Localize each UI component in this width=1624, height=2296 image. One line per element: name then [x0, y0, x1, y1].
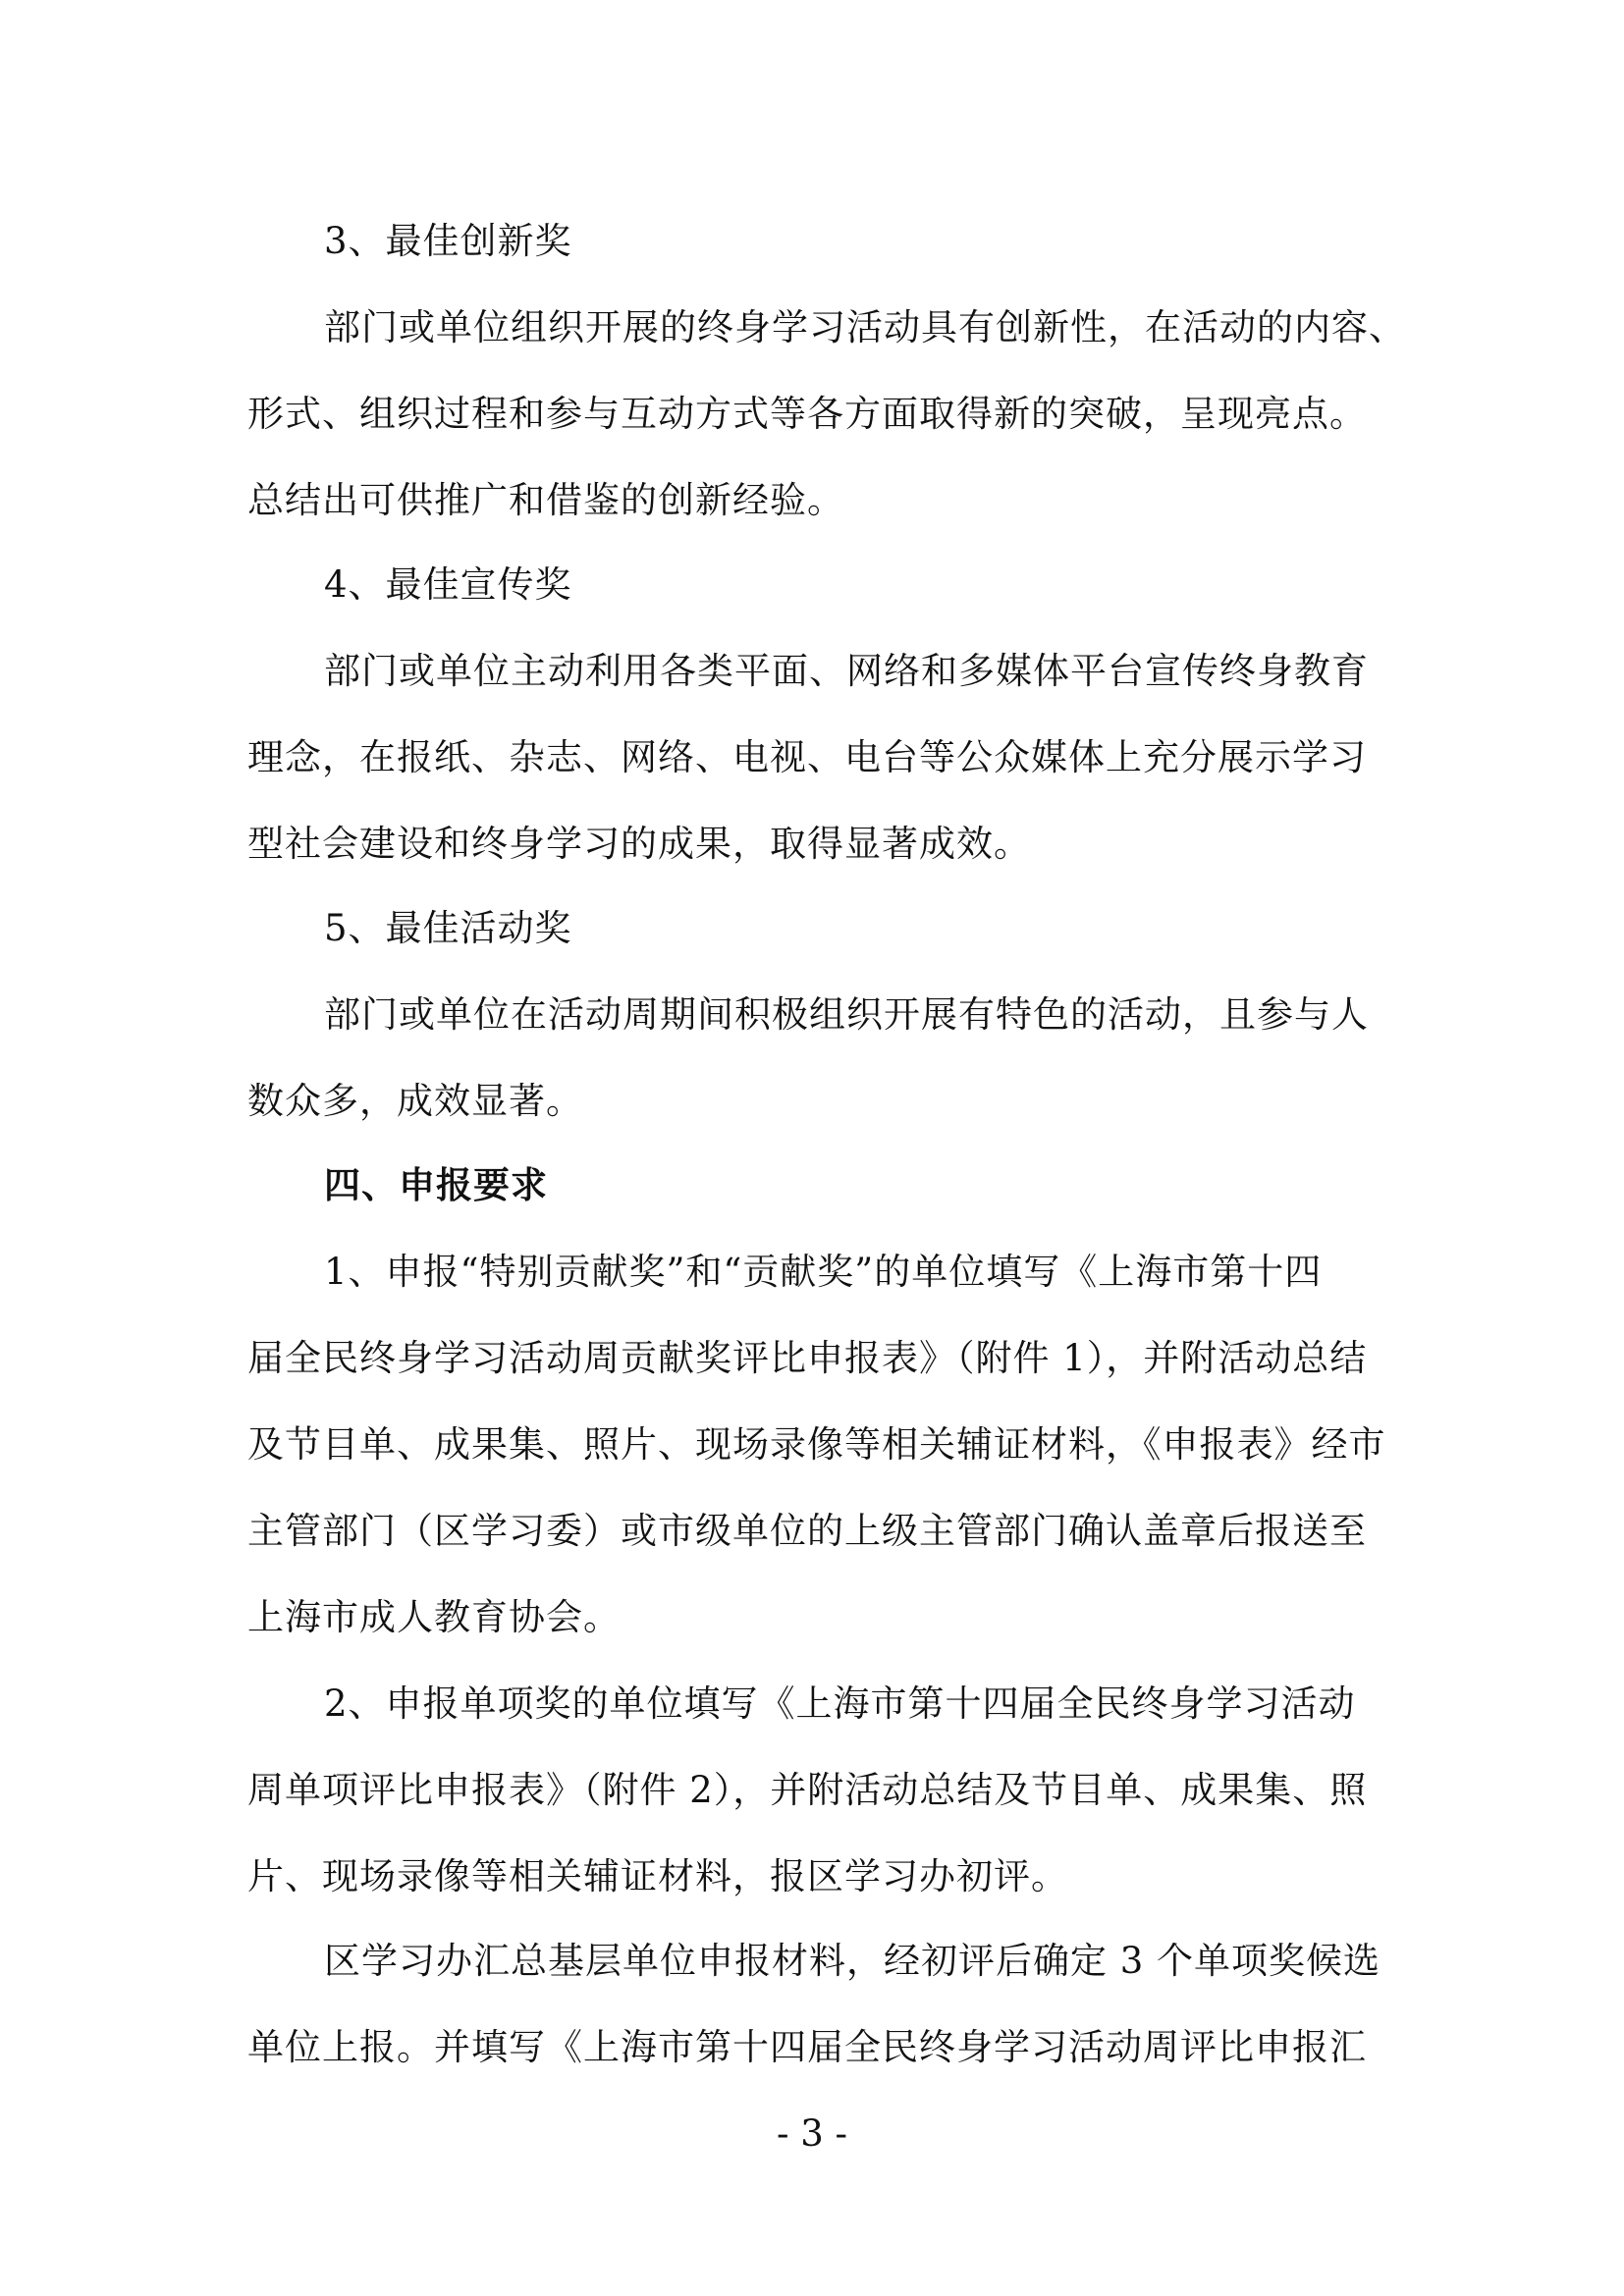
paragraph-line: 2、申报单项奖的单位填写《上海市第十四届全民终身学习活动: [324, 1682, 1356, 1725]
section-heading: 四、申报要求: [324, 1164, 548, 1206]
paragraph-line: 周单项评比申报表》（附件 2），并附活动总结及节目单、成果集、照: [247, 1769, 1368, 1811]
paragraph-line: 区学习办汇总基层单位申报材料，经初评后确定 3 个单项奖候选: [324, 1940, 1381, 1982]
item-heading-activity: 5、最佳活动奖: [324, 907, 572, 949]
paragraph-line: 片、现场录像等相关辅证材料，报区学习办初评。: [247, 1855, 1068, 1897]
paragraph-line: 届全民终身学习活动周贡献奖评比申报表》（附件 1），并附活动总结: [247, 1337, 1368, 1379]
item-heading-publicity: 4、最佳宣传奖: [324, 563, 572, 606]
item-heading-innovation: 3、最佳创新奖: [324, 220, 572, 262]
paragraph-line: 总结出可供推广和借鉴的创新经验。: [247, 479, 844, 521]
paragraph-line: 单位上报。并填写《上海市第十四届全民终身学习活动周评比申报汇: [247, 2026, 1367, 2068]
paragraph-line: 形式、组织过程和参与互动方式等各方面取得新的突破，呈现亮点。: [247, 393, 1367, 435]
paragraph-line: 部门或单位组织开展的终身学习活动具有创新性，在活动的内容、: [324, 306, 1406, 348]
paragraph-line: 型社会建设和终身学习的成果，取得显著成效。: [247, 823, 1031, 865]
paragraph-line: 部门或单位在活动周期间积极组织开展有特色的活动，且参与人: [324, 993, 1369, 1036]
page-number: - 3 -: [776, 2112, 848, 2155]
paragraph-line: 1、申报“特别贡献奖”和“贡献奖”的单位填写《上海市第十四: [324, 1251, 1323, 1293]
paragraph-line: 理念，在报纸、杂志、网络、电视、电台等公众媒体上充分展示学习: [247, 736, 1367, 778]
paragraph-line: 部门或单位主动利用各类平面、网络和多媒体平台宣传终身教育: [324, 650, 1369, 692]
paragraph-line: 数众多，成效显著。: [247, 1080, 583, 1122]
paragraph-line: 主管部门（区学习委）或市级单位的上级主管部门确认盖章后报送至: [247, 1510, 1367, 1552]
paragraph-line: 上海市成人教育协会。: [247, 1596, 621, 1638]
paragraph-line: 及节目单、成果集、照片、现场录像等相关辅证材料，《申报表》经市: [247, 1423, 1386, 1466]
